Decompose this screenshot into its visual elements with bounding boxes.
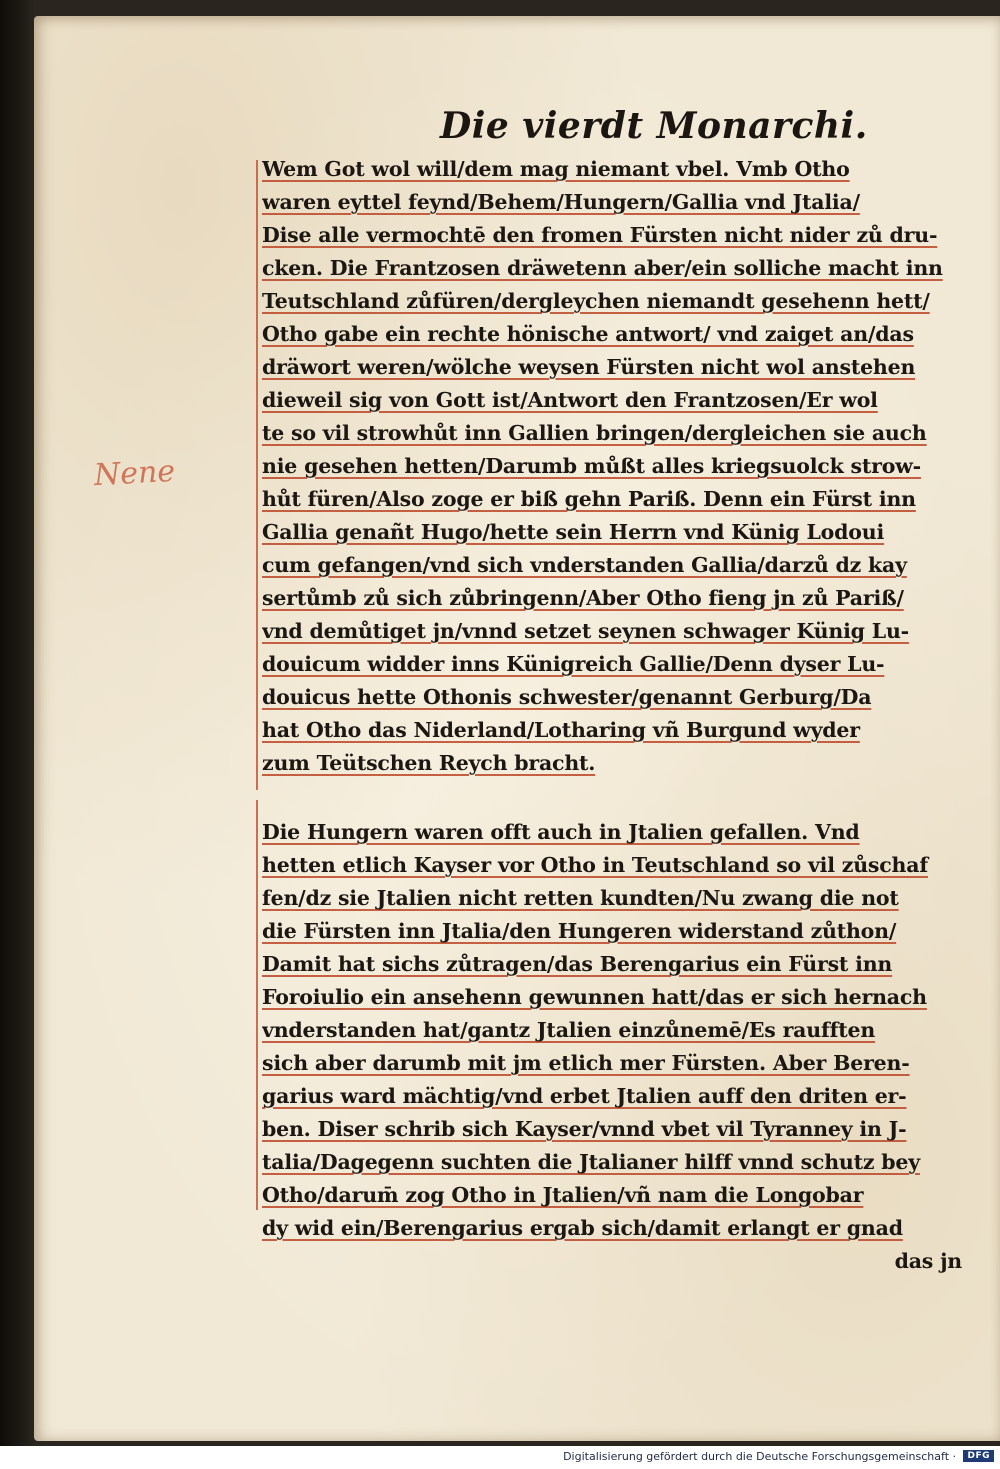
paragraph [262,153,962,780]
text-line: Otho gabe ein rechte hönische antwort/ vnd zaiget an/das [262,322,914,346]
running-head: Die vierdt Monarchi. [440,105,868,147]
text-line: die Fürsten inn Jtalia/den Hungeren widerstand zůthon/ [262,919,897,943]
text-line: te so vil strowhůt inn Gallien bringen/dergleichen sie auch [262,421,927,445]
footer-credit: Digitalisierung gefördert durch die Deutsche Forschungsgemeinschaft · [563,1450,956,1463]
text-line: nie gesehen hetten/Darumb můßt alles kriegsuolck strow- [262,454,921,478]
text-line: Die Hungern waren offt auch in Jtalien gefallen. Vnd [262,820,860,844]
margin-note: Nene [93,453,176,494]
margin-bracket [256,160,258,790]
text-line: cken. Die Frantzosen dräwetenn aber/ein solliche macht inn [262,256,943,280]
text-line: talia/Dagegenn suchten die Jtalianer hilff vnnd schutz bey [262,1150,920,1174]
margin-bracket [256,800,258,1210]
text-line: Gallia genañt Hugo/hette sein Herrn vnd Künig Lodoui [262,520,885,544]
text-line: douicus hette Othonis schwester/genannt Gerburg/Da [262,685,872,709]
text-line: Damit hat sichs zůtragen/das Berengarius ein Fürst inn [262,952,893,976]
text-line: hat Otho das Niderland/Lotharing vñ Burgund wyder [262,718,860,742]
text-line: Foroiulio ein ansehenn gewunnen hatt/das er sich hernach [262,985,927,1009]
text-line: vnd demůtiget jn/vnnd setzet seynen schwager Künig Lu- [262,619,909,643]
text-line: hůt füren/Also zoge er biß gehn Pariß. Denn ein Fürst inn [262,487,916,511]
text-block [262,153,962,1278]
text-line: fen/dz sie Jtalien nicht retten kundten/Nu zwang die not [262,886,899,910]
dfg-logo-icon: DFG [963,1450,994,1462]
text-line: douicum widder inns Künigreich Gallie/Denn dyser Lu- [262,652,885,676]
text-line: dy wid ein/Berengarius ergab sich/damit erlangt er gnad [262,1216,903,1240]
text-line: Dise alle vermochtē den fromen Fürsten nicht nider zů dru- [262,223,938,247]
text-line: zum Teütschen Reych bracht. [262,751,596,775]
catchword: das jn [894,1249,962,1273]
text-line: Teutschland zůfüren/dergleychen niemandt gesehenn hett/ [262,289,930,313]
text-line: vnderstanden hat/gantz Jtalien einzůnemē/Es raufften [262,1018,876,1042]
paragraph [262,816,962,1278]
text-line: dräwort weren/wölche weysen Fürsten nicht wol anstehen [262,355,916,379]
text-line: dieweil sig von Gott ist/Antwort den Frantzosen/Er wol [262,388,878,412]
text-line: sertůmb zů sich zůbringenn/Aber Otho fieng jn zů Pariß/ [262,586,904,610]
paragraph-gap [262,780,962,816]
text-line: ben. Diser schrib sich Kayser/vnnd vbet vil Tyranney in J- [262,1117,907,1141]
text-line: waren eyttel feynd/Behem/Hungern/Gallia vnd Jtalia/ [262,190,860,214]
text-line: Otho/darum̄ zog Otho in Jtalien/vñ nam die Longobar [262,1183,864,1207]
text-line: sich aber darumb mit jm etlich mer Fürsten. Aber Beren- [262,1051,910,1075]
text-line: Wem Got wol will/dem mag niemant vbel. Vmb Otho [262,157,850,181]
text-line: garius ward mächtig/vnd erbet Jtalien auff den driten er- [262,1084,907,1108]
text-line: cum gefangen/vnd sich vnderstanden Gallia/darzů dz kay [262,553,907,577]
text-line: hetten etlich Kayser vor Otho in Teutschland so vil zůschaf [262,853,928,877]
